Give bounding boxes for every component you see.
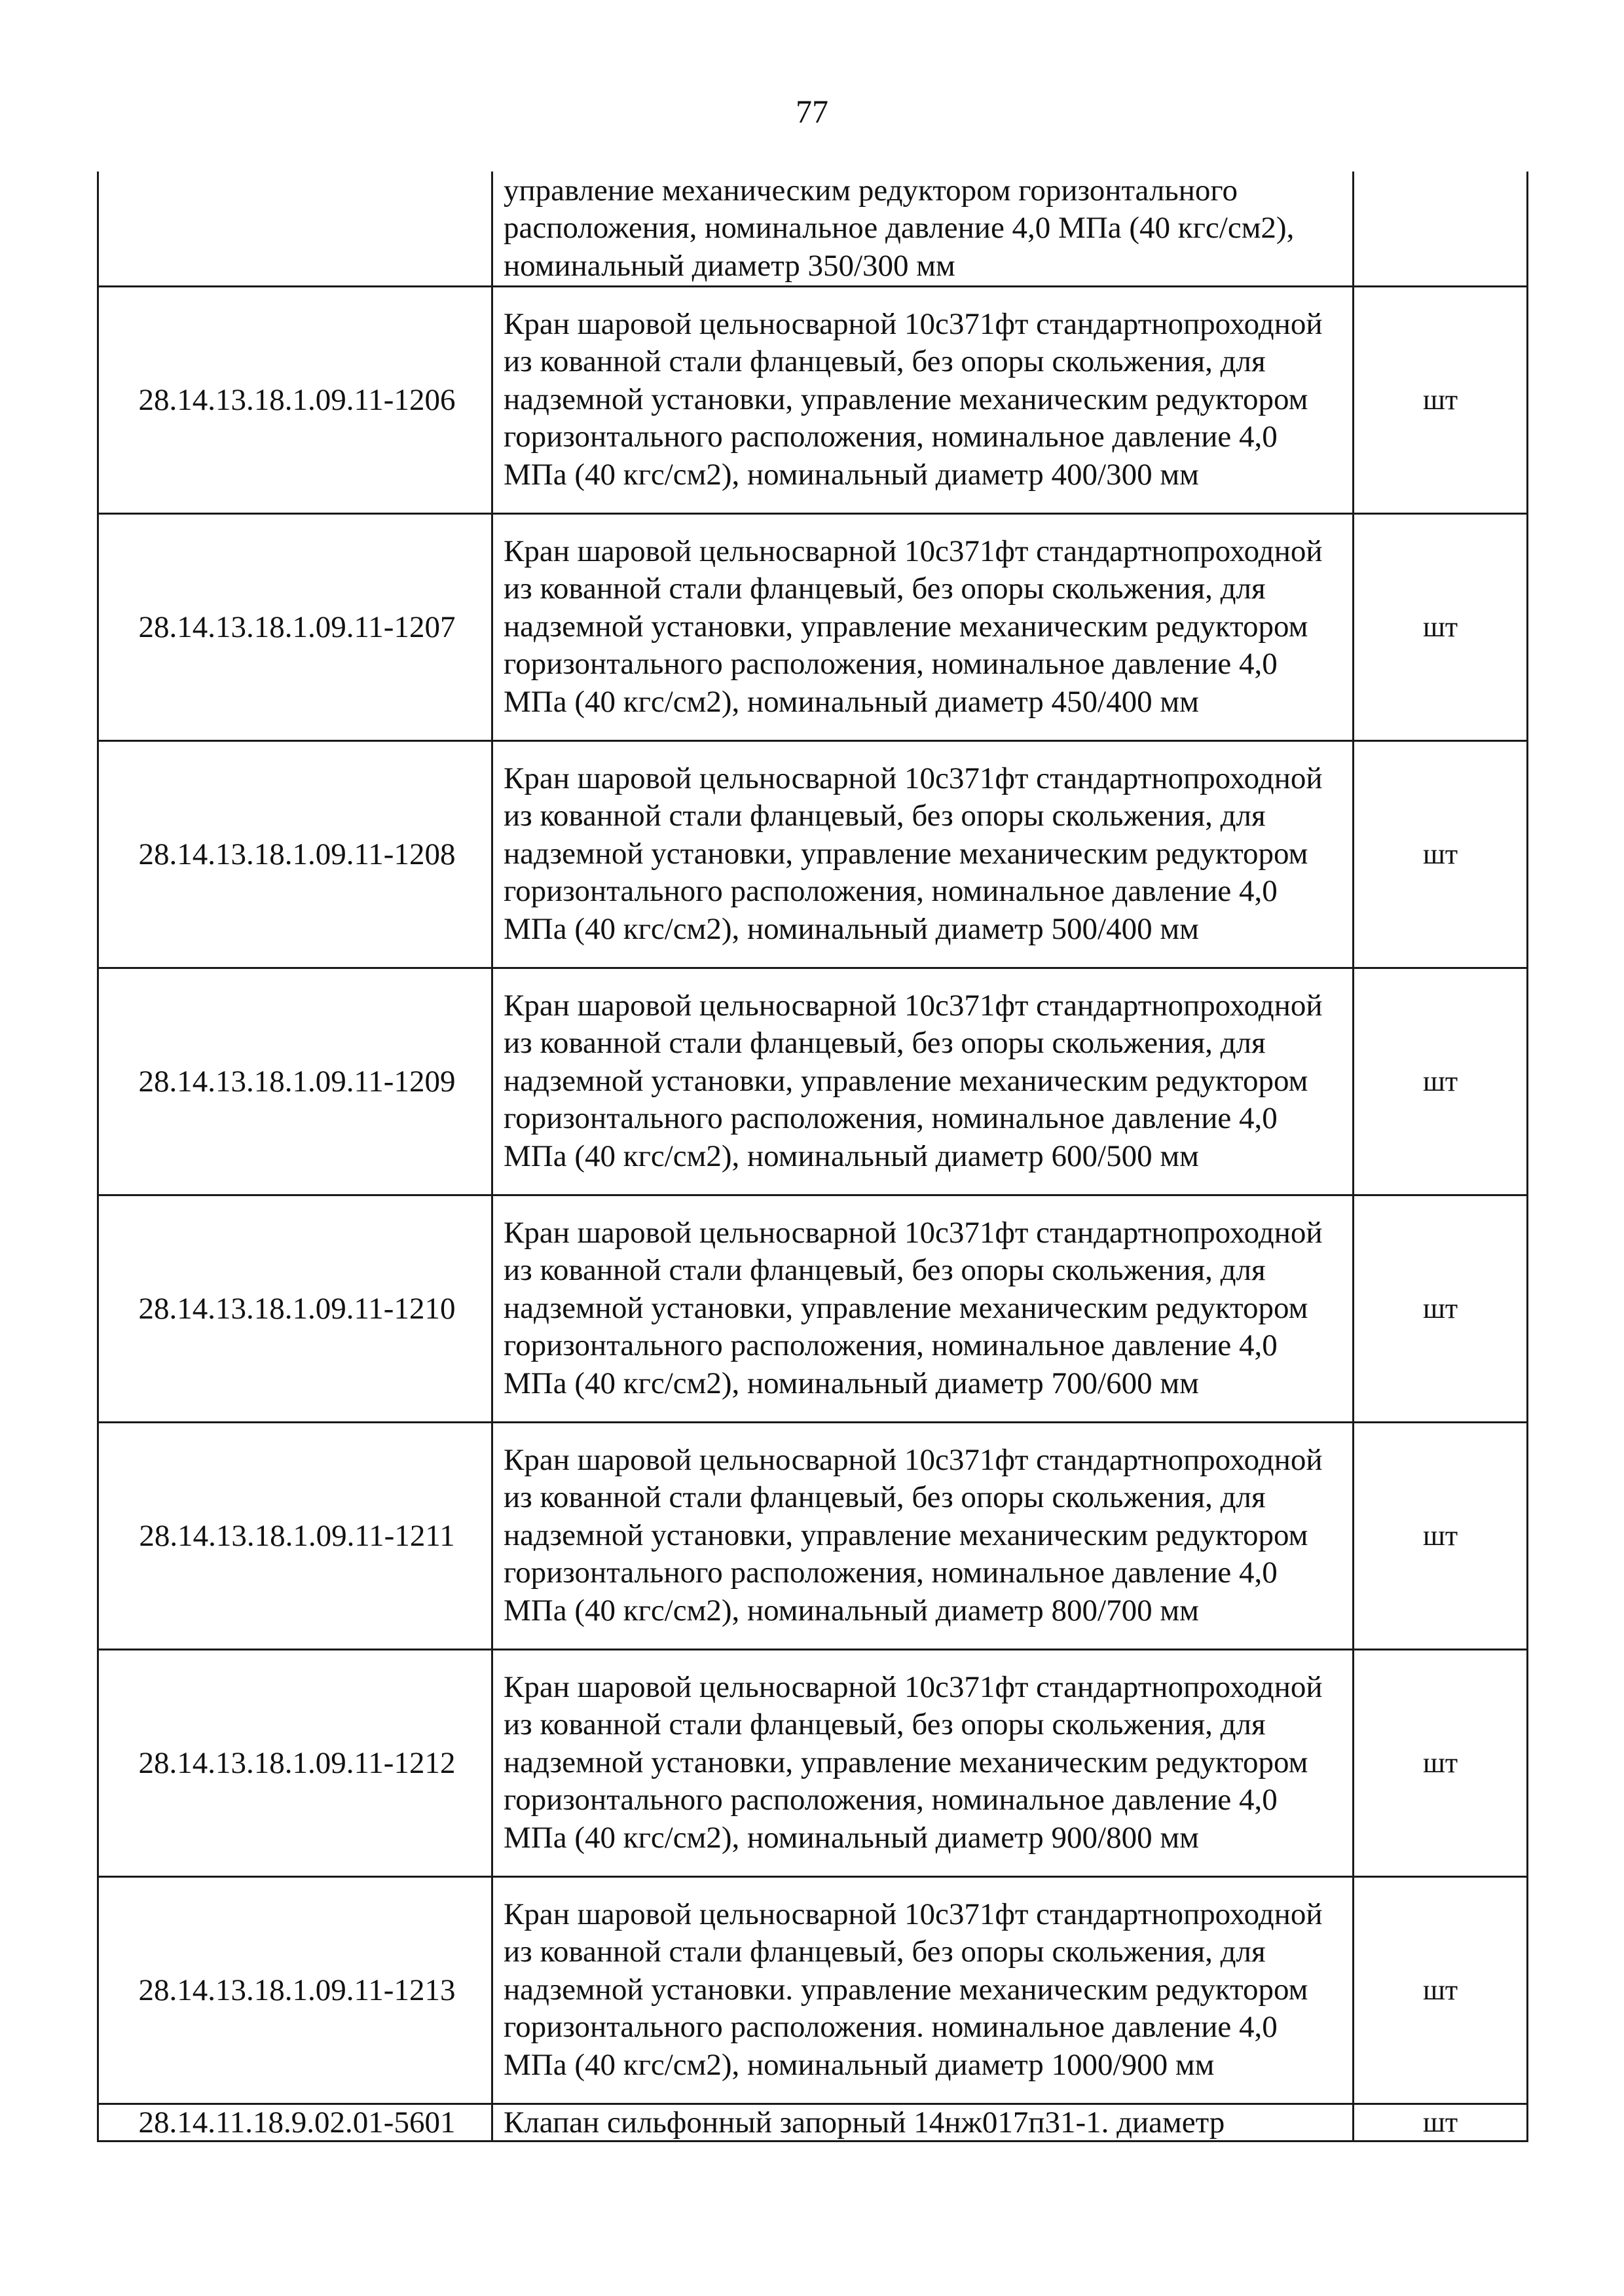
row-unit: шт (1354, 513, 1528, 740)
table-row (98, 1649, 1528, 1876)
table-row (98, 286, 1528, 513)
row-code: 28.14.13.18.1.09.11-1209 (98, 968, 492, 1195)
row-description: Кран шаровой цельносварной 10с371фт стандартнопроходной из кованной стали фланцевый, без опоры скольжения, для надземной установки, управление механическим редуктором горизонтального расположения, номинальное давление 4,0 МПа (40 кгс/см2), номинальный диаметр 500/400 мм (492, 740, 1354, 968)
page-number: 77 (796, 93, 828, 130)
specification-table (97, 172, 1528, 2142)
row-code: 28.14.13.18.1.09.11-1206 (98, 286, 492, 513)
row-description: Кран шаровой цельносварной 10с371фт стандартнопроходной из кованной стали фланцевый, без опоры скольжения, для надземной установки, управление механическим редуктором горизонтального расположения, номинальное давление 4,0 МПа (40 кгс/см2), номинальный диаметр 900/800 мм (492, 1649, 1354, 1876)
row-code: 28.14.13.18.1.09.11-1211 (98, 1422, 492, 1649)
row-description: Кран шаровой цельносварной 10с371фт стандартнопроходной из кованной стали фланцевый, без опоры скольжения, для надземной установки, управление механическим редуктором горизонтального расположения, номинальное давление 4,0 МПа (40 кгс/см2), номинальный диаметр 600/500 мм (492, 968, 1354, 1195)
row-description: Кран шаровой цельносварной 10с371фт стандартнопроходной из кованной стали фланцевый, без опоры скольжения, для надземной установки, управление механическим редуктором горизонтального расположения, номинальное давление 4,0 МПа (40 кгс/см2), номинальный диаметр 450/400 мм (492, 513, 1354, 740)
table-row (98, 513, 1528, 740)
row-unit: шт (1354, 1195, 1528, 1422)
row-unit: шт (1354, 740, 1528, 968)
row-code: 28.14.13.18.1.09.11-1208 (98, 740, 492, 968)
table-row (98, 740, 1528, 968)
table-row (98, 2104, 1528, 2141)
table-row (98, 1422, 1528, 1649)
row-description: Кран шаровой цельносварной 10с371фт стандартнопроходной из кованной стали фланцевый, без опоры скольжения, для надземной установки, управление механическим редуктором горизонтального расположения, номинальное давление 4,0 МПа (40 кгс/см2), номинальный диаметр 400/300 мм (492, 286, 1354, 513)
row-description: Кран шаровой цельносварной 10с371фт стандартнопроходной из кованной стали фланцевый, без опоры скольжения, для надземной установки, управление механическим редуктором горизонтального расположения, номинальное давление 4,0 МПа (40 кгс/см2), номинальный диаметр 800/700 мм (492, 1422, 1354, 1649)
row-code (98, 172, 492, 286)
row-code: 28.14.13.18.1.09.11-1212 (98, 1649, 492, 1876)
row-code: 28.14.13.18.1.09.11-1213 (98, 1876, 492, 2104)
table-row (98, 172, 1528, 286)
table-row (98, 968, 1528, 1195)
row-description: Клапан сильфонный запорный 14нж017п31-1. диаметр (492, 2104, 1354, 2141)
row-code: 28.14.13.18.1.09.11-1207 (98, 513, 492, 740)
row-description: управление механическим редуктором горизонтального расположения, номинальное давление 4,0 МПа (40 кгс/см2), номинальный диаметр 350/300 мм (492, 172, 1354, 286)
table-row (98, 1876, 1528, 2104)
table-row (98, 1195, 1528, 1422)
row-unit: шт (1354, 2104, 1528, 2141)
row-description: Кран шаровой цельносварной 10с371фт стандартнопроходной из кованной стали фланцевый, без опоры скольжения, для надземной установки, управление механическим редуктором горизонтального расположения, номинальное давление 4,0 МПа (40 кгс/см2), номинальный диаметр 700/600 мм (492, 1195, 1354, 1422)
row-unit: шт (1354, 1422, 1528, 1649)
row-code: 28.14.11.18.9.02.01-5601 (98, 2104, 492, 2141)
row-unit: шт (1354, 1649, 1528, 1876)
row-description: Кран шаровой цельносварной 10с371фт стандартнопроходной из кованной стали фланцевый, без опоры скольжения, для надземной установки. управление механическим редуктором горизонтального расположения. номинальное давление 4,0 МПа (40 кгс/см2), номинальный диаметр 1000/900 мм (492, 1876, 1354, 2104)
row-unit: шт (1354, 1876, 1528, 2104)
row-unit: шт (1354, 286, 1528, 513)
row-code: 28.14.13.18.1.09.11-1210 (98, 1195, 492, 1422)
row-unit (1354, 172, 1528, 286)
row-unit: шт (1354, 968, 1528, 1195)
